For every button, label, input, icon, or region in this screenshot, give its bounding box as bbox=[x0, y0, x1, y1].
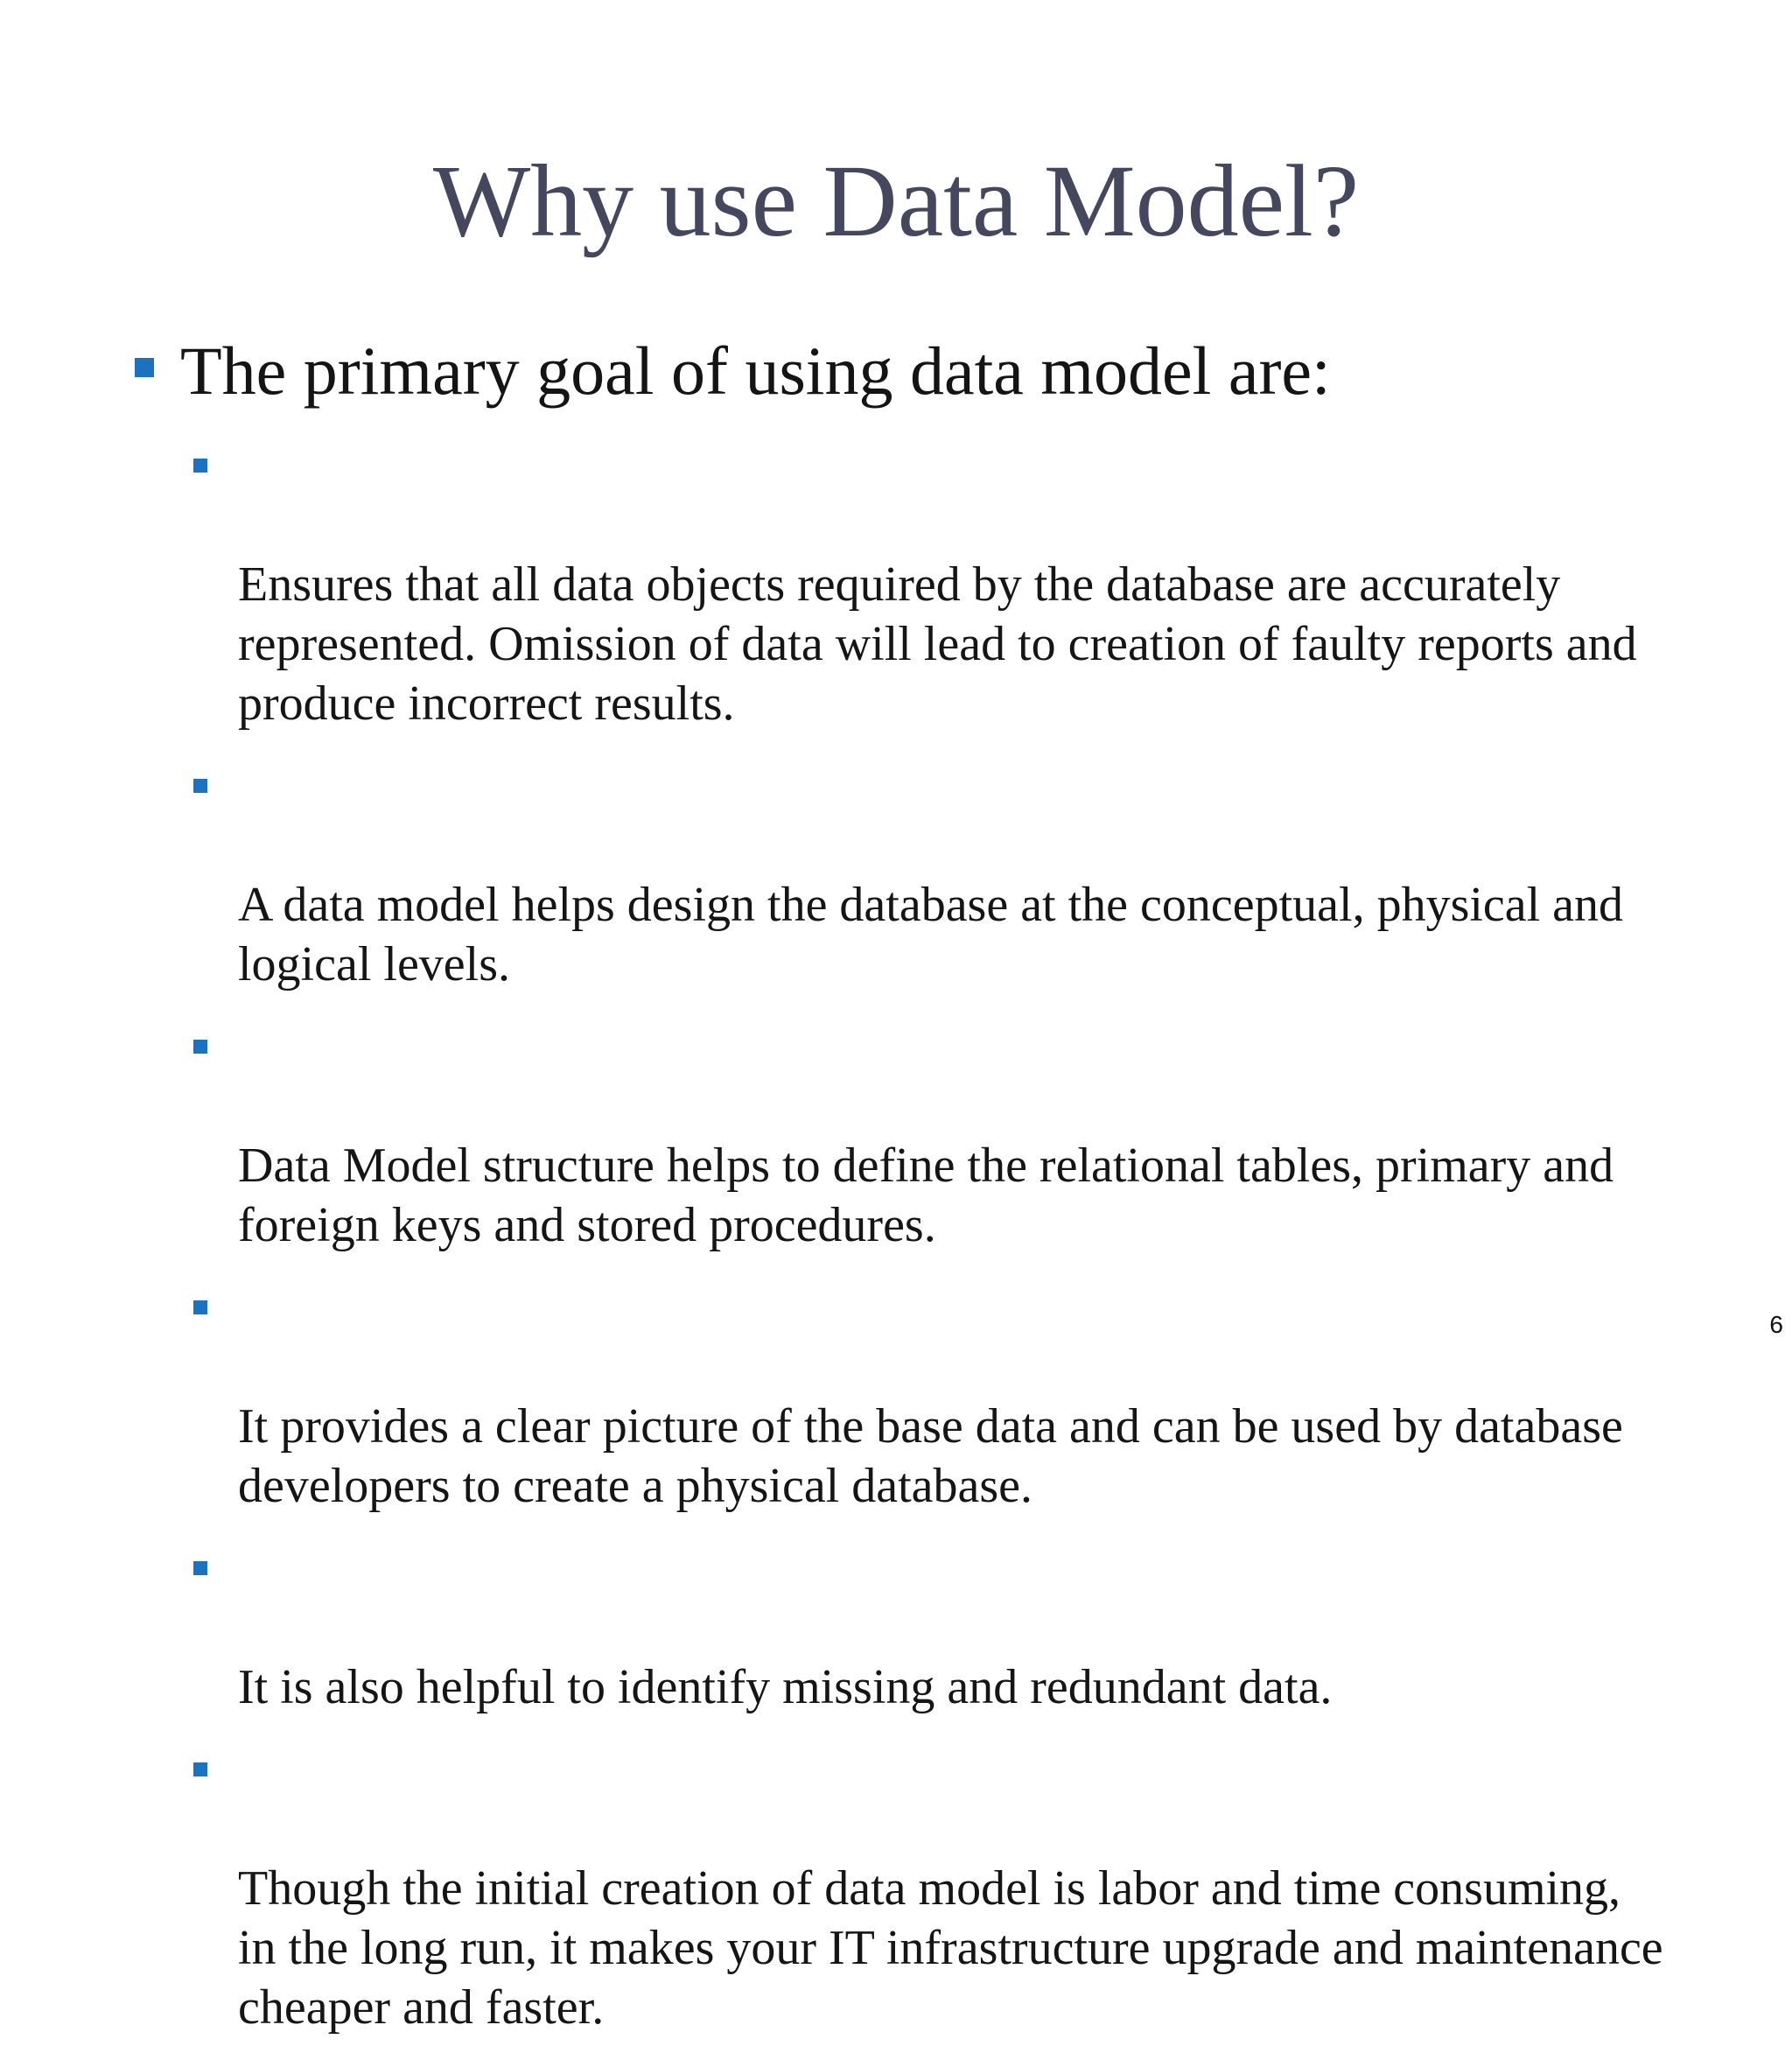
main-bullet bbox=[0, 326, 1792, 417]
sub-bullet-text: A data model helps design the database at the conceptual, physical and logical levels. bbox=[238, 878, 1624, 991]
square-bullet-icon bbox=[193, 1762, 207, 1776]
sub-bullet-text: It is also helpful to identify missing and redundant data. bbox=[238, 1660, 1333, 1714]
square-bullet-icon bbox=[193, 1040, 207, 1054]
square-bullet-icon bbox=[193, 1561, 207, 1575]
square-bullet-icon bbox=[135, 358, 154, 377]
sub-bullet-item bbox=[0, 1538, 1726, 1717]
square-bullet-icon bbox=[193, 779, 207, 793]
slide-title: Why use Data Model? bbox=[432, 144, 1360, 258]
main-bullet-text: The primary goal of using data model are: bbox=[180, 333, 1331, 409]
square-bullet-icon bbox=[193, 1300, 207, 1314]
square-bullet-icon bbox=[193, 459, 207, 473]
slide-content bbox=[0, 326, 1792, 2060]
sub-bullet-item bbox=[0, 1740, 1726, 2037]
sub-bullet-text: Ensures that all data objects required by the database are accurately represented. Omission of data will lead to creation of faulty reports and produce incorrect results. bbox=[238, 557, 1637, 731]
sub-bullet-text: Data Model structure helps to define the relational tables, primary and foreign keys and stored procedures. bbox=[238, 1139, 1614, 1252]
sub-bullet-item bbox=[0, 1017, 1726, 1255]
page-number: 6 bbox=[1769, 1311, 1783, 1338]
sub-bullet-item bbox=[0, 1278, 1726, 1516]
sub-bullet-text: It provides a clear picture of the base data and can be used by database developers to create a physical database. bbox=[238, 1399, 1623, 1513]
sub-bullet-item bbox=[0, 756, 1726, 994]
sub-bullet-item bbox=[0, 436, 1726, 733]
sub-bullet-text: Though the initial creation of data model is labor and time consuming, in the long run, it makes your IT infrastructure upgrade and maintenance cheaper and faster. bbox=[238, 1861, 1663, 2035]
sub-bullet-list bbox=[0, 436, 1792, 2037]
